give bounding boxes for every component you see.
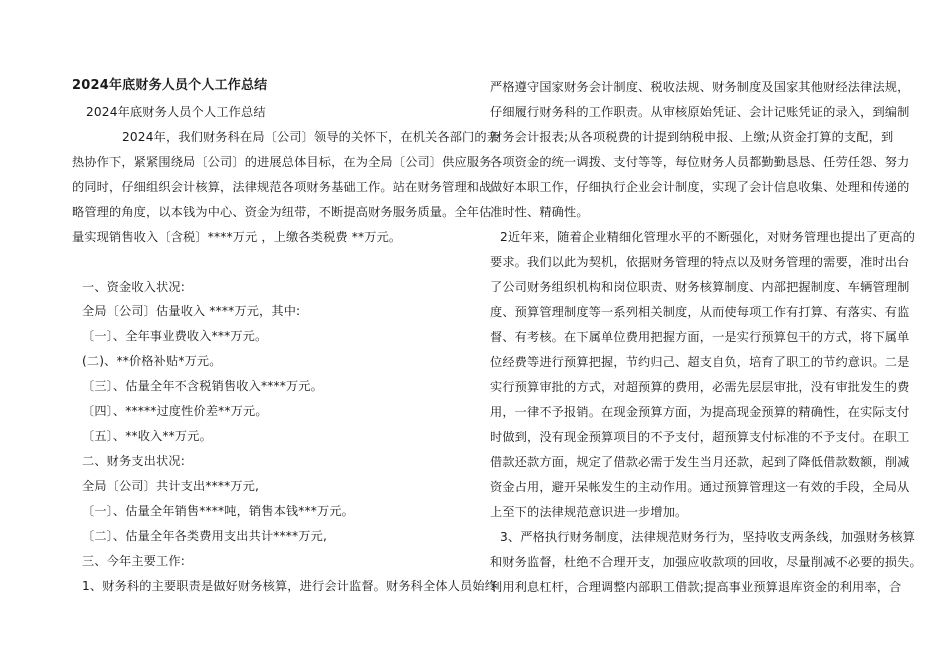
list-item: 〔二〕、估量全年各类费用支出共计****万元,: [82, 529, 327, 543]
paragraph-line: 要求。我们以此为契机，依据财务管理的特点以及财务管理的需要，准时出台: [490, 255, 910, 269]
list-item: 〔一〕、估量全年销售****吨，销售本钱***万元。: [82, 504, 355, 518]
paragraph-line: 仔细履行财务科的工作职责。从审核原始凭证、会计记账凭证的录入，到编制: [490, 105, 910, 119]
list-item: 〔四〕、*****过度性价差**万元。: [82, 404, 268, 418]
paragraph-line: 严格遵守国家财务会计制度、税收法规、财务制度及国家其他财经法律法规，: [490, 80, 910, 94]
intro-line: 热协作下，紧紧围绕局〔公司〕的进展总体目标，在为全局〔公司〕供应服务: [72, 155, 492, 169]
paragraph-line: 做好本职工作，仔细执行企业会计制度，实现了会计信息收集、处理和传递的: [490, 180, 910, 194]
paragraph-line: 3、严格执行财务制度，法律规范财务行为，坚持收支两条线，加强财务核算: [500, 530, 916, 544]
paragraph-line: 度、预算管理制度等一系列相关制度，从而使每项工作有打算、有落实、有监: [490, 305, 910, 319]
list-item: 〔三〕、估量全年不含税销售收入****万元。: [82, 379, 323, 393]
intro-line: 的同时，仔细组织会计核算，法律规范各项财务基础工作。站在财务管理和战: [72, 180, 492, 194]
intro-line: 略管理的角度，以本钱为中心、资金为纽带，不断提高财务服务质量。全年估: [72, 205, 492, 219]
section-heading: 一、资金收入状况:: [82, 280, 185, 294]
paragraph-line: 资金占用，避开呆帐发生的主动作用。通过预算管理这一有效的手段，全局从: [490, 480, 910, 494]
section-heading: 二、财务支出状况:: [82, 454, 185, 468]
paragraph-line: 上至下的法律规范意识进一步增加。: [490, 505, 688, 519]
paragraph-line: 准时性、精确性。: [490, 205, 589, 219]
paragraph-line: 用，一律不予报销。在现金预算方面，为提高现金预算的精确性，在实际支付: [490, 405, 910, 419]
list-item: (二)、**价格补贴*万元。: [82, 354, 222, 368]
document-title: 2024年底财务人员个人工作总结: [72, 78, 268, 93]
paragraph-line: 了公司财务组织机构和岗位职责、财务核算制度、内部把握制度、车辆管理制: [490, 280, 910, 294]
paragraph-line: 1、财务科的主要职责是做好财务核算，进行会计监督。财务科全体人员始终: [82, 579, 498, 593]
paragraph-line: 实行预算审批的方式，对超预算的费用，必需先层层审批，没有审批发生的费: [490, 380, 910, 394]
paragraph-line: 借款还款方面，规定了借款必需于发生当月还款，起到了降低借款数额，削减: [490, 455, 910, 469]
document-subtitle: 2024年底财务人员个人工作总结: [86, 105, 266, 119]
list-item: 全局〔公司〕估量收入 ****万元，其中:: [82, 304, 301, 318]
paragraph-line: 财务会计报表;从各项税费的计提到纳税申报、上缴;从资金打算的支配，到: [490, 130, 894, 144]
paragraph-line: 各项资金的统一调拨、支付等等，每位财务人员都勤勤恳恳、任劳任怨、努力: [490, 155, 910, 169]
paragraph-line: 督、有考核。在下属单位费用把握方面，一是实行预算包干的方式，将下属单: [490, 330, 910, 344]
paragraph-line: 位经费等进行预算把握，节约归己、超支自负，培育了职工的节约意识。二是: [490, 355, 910, 369]
list-item: 〔一〕、全年事业费收入***万元。: [82, 329, 268, 343]
intro-line: 量实现销售收入〔含税〕****万元 ，上缴各类税费 **万元。: [72, 230, 402, 244]
list-item: 全局〔公司〕共计支出****万元,: [82, 479, 260, 493]
paragraph-line: 2近年来，随着企业精细化管理水平的不断强化，对财务管理也提出了更高的: [500, 230, 916, 244]
paragraph-line: 和财务监督，杜绝不合理开支，加强应收款项的回收，尽量削减不必要的损失。: [490, 555, 922, 569]
section-heading: 三、今年主要工作:: [82, 554, 185, 568]
intro-line: 2024年，我们财务科在局〔公司〕领导的关怀下，在机关各部门的亲: [122, 130, 500, 144]
paragraph-line: 利用利息杠杆，合理调整内部职工借款;提高事业预算退库资金的利用率，合: [490, 580, 902, 594]
list-item: 〔五〕、**收入**万元。: [82, 429, 212, 443]
paragraph-line: 时做到，没有现金预算项目的不予支付，超预算支付标准的不予支付。在职工: [490, 430, 910, 444]
